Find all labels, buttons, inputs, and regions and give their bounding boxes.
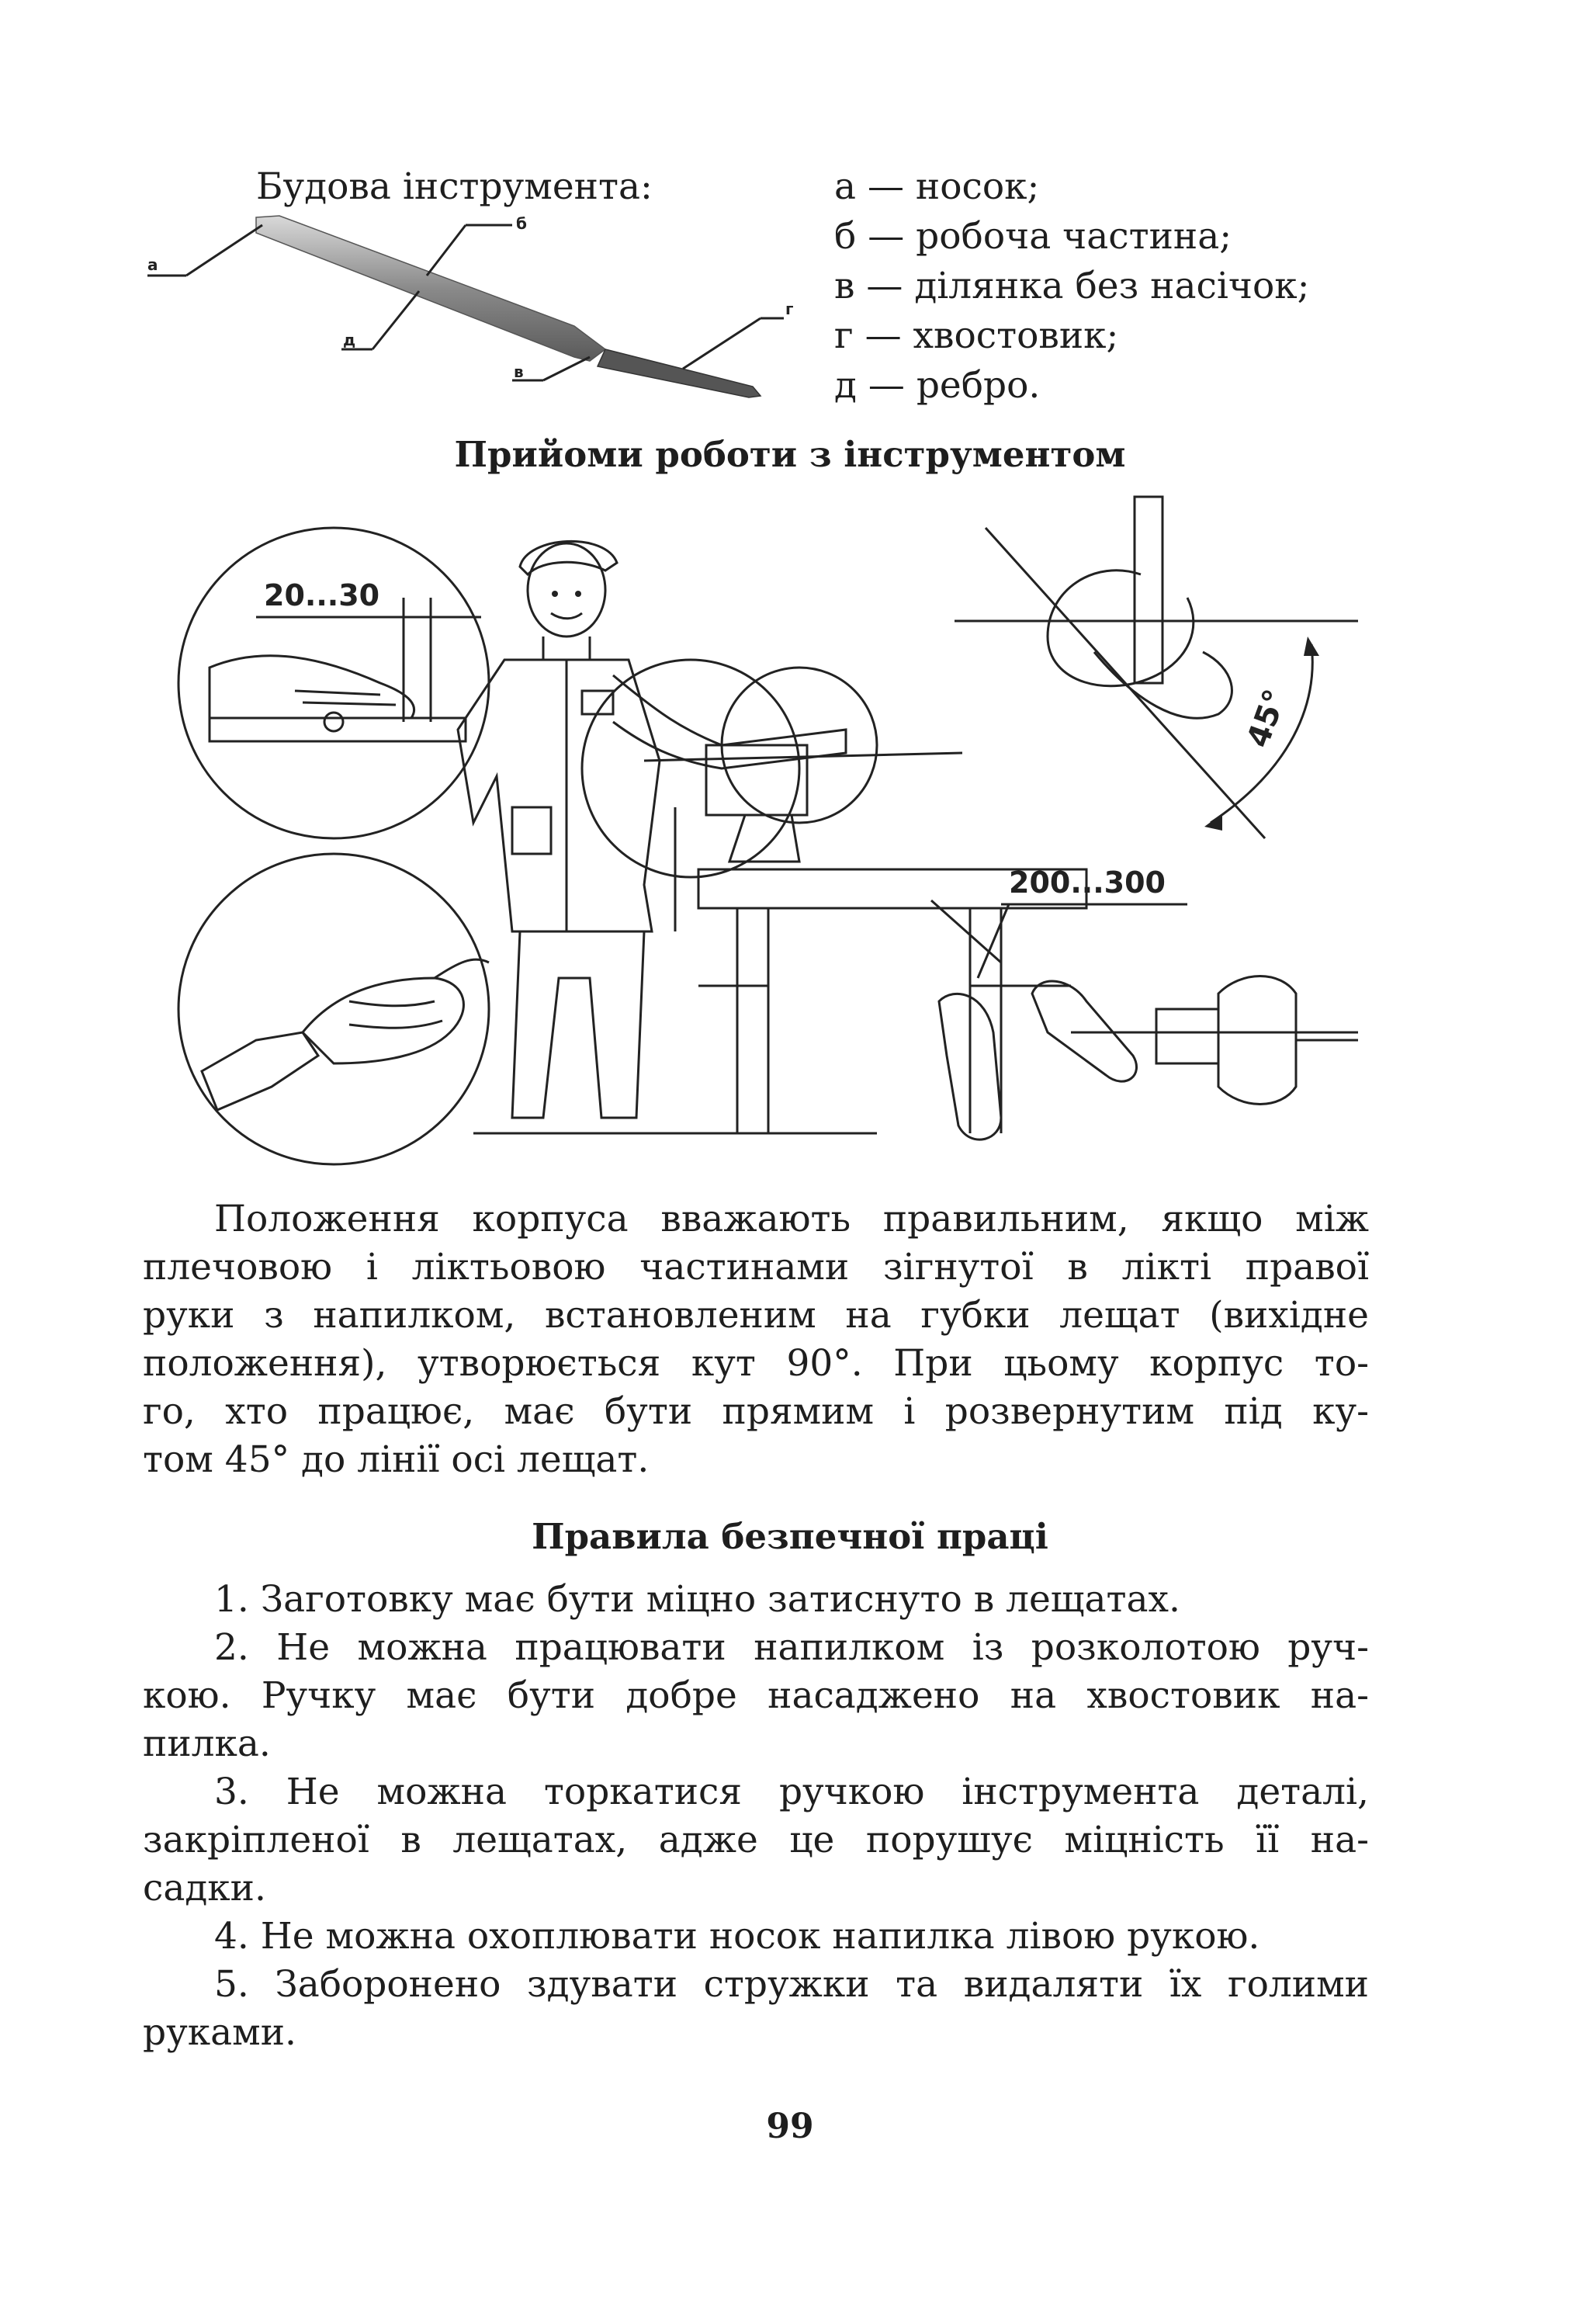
rule-line: руками.	[143, 2011, 296, 2054]
safety-rule	[143, 1961, 1369, 2057]
legend-item: в — ділянка без насічок;	[834, 265, 1310, 307]
rule-line: 3. Не можна торкатися ручкою інструмента деталі,	[214, 1771, 1369, 1813]
structure-title: Будова інструмента:	[256, 165, 653, 208]
rule-line: 4. Не можна охоплювати носок напилка лівою рукою.	[214, 1915, 1260, 1958]
rule-line: 1. Заготовку має бути міцно затиснуто в лещатах.	[214, 1578, 1180, 1621]
section-heading-techniques: Прийоми роботи з інструментом	[454, 434, 1126, 475]
rule-line: садки.	[143, 1867, 266, 1909]
dimension-20-30: 20...30	[264, 578, 380, 612]
detail-arm-angle	[955, 497, 1358, 838]
rule-line: закріпленої в лещатах, адже це порушує міцність її на-	[143, 1819, 1369, 1861]
rule-line: 2. Не можна працювати напилком із розколотою руч-	[214, 1626, 1369, 1669]
legend-item: а — носок;	[834, 165, 1040, 208]
safety-rule	[143, 1624, 1369, 1768]
file-body	[256, 216, 605, 361]
rule-line: кою. Ручку має бути добре насаджено на хвостовик на-	[143, 1674, 1369, 1717]
paragraph-line: плечовою і ліктьовою частинами зігнутої в лікті правої	[143, 1246, 1369, 1289]
page-number: 99	[766, 2107, 814, 2146]
label-d: д	[343, 331, 356, 349]
paragraph-line: руки з напилком, встановленим на губки лещат (вихідне	[143, 1294, 1369, 1337]
legend-item: д — ребро.	[834, 364, 1041, 407]
dimension-45-degrees: 45°	[1240, 685, 1294, 753]
dimension-200-300: 200...300	[1009, 865, 1166, 900]
paragraph-line: Положення корпуса вважають правильним, якщо між	[214, 1198, 1369, 1240]
label-b: б	[516, 214, 527, 233]
safety-rule	[143, 1768, 1369, 1913]
paragraph-line: го, хто працює, має бути прямим і розвернутим під ку-	[143, 1390, 1369, 1433]
paragraph-line: положення), утворюється кут 90°. При цьому корпус то-	[143, 1342, 1369, 1385]
worker-figure	[458, 541, 1086, 1133]
posture-paragraph	[143, 1195, 1369, 1484]
paragraph-line: том 45° до лінії осі лещат.	[143, 1438, 650, 1481]
rule-line: пилка.	[143, 1722, 271, 1765]
detail-feet-position	[931, 865, 1358, 1139]
file-illustration	[140, 202, 838, 466]
legend-item: г — хвостовик;	[834, 314, 1119, 357]
safety-rules-list	[143, 1576, 1369, 2057]
rule-line: 5. Заборонено здувати стружки та видаляти їх голими	[214, 1963, 1369, 2006]
safety-rule	[143, 1913, 1369, 1961]
file-tang	[598, 349, 761, 397]
label-g: г	[785, 300, 794, 318]
safety-rule	[143, 1576, 1369, 1624]
legend-item: б — робоча частина;	[834, 215, 1232, 258]
detail-handle-grip	[178, 854, 489, 1164]
working-posture-illustration	[178, 497, 1389, 1180]
label-a: а	[147, 255, 158, 274]
section-heading-safety: Правила безпечної праці	[532, 1516, 1048, 1557]
label-v: в	[514, 362, 524, 381]
detail-hand-placement	[178, 528, 489, 838]
